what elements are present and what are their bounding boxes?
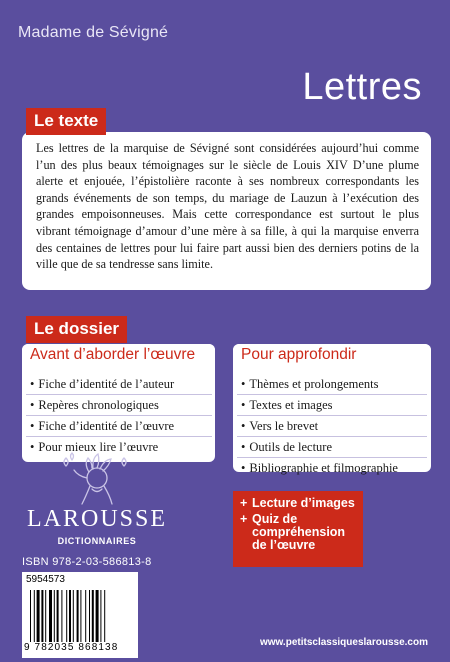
publisher-subtitle: DICTIONNAIRES	[57, 536, 137, 546]
bullet-icon: •	[241, 419, 246, 433]
list-item: • Fiche d’identité de l’auteur	[26, 374, 212, 395]
summary-text: Les lettres de la marquise de Sévigné sont considérées aujourd’hui comme l’un des plus beaux témoignages sur le siècle de Louis XIV D’une plume alerte et enjouée, l’épistolière raconte à ses nombreux correspondants les grands événements de son temps, du mariage de Lauzun à l’exécution des grandes empoisonneuses. Mais cette correspondance est surtout le plus vibrant témoignage d’amour d’une mère à sa fille, à qui la marquise enverra des centaines de lettres pour lui faire part aussi bien des derniers potins de la ville que de sa tendresse sans limite.	[22, 132, 431, 290]
bullet-icon: •	[241, 398, 246, 412]
list-item: • Textes et images	[237, 395, 427, 416]
publisher-logo	[26, 448, 168, 558]
dossier-right-list	[237, 374, 427, 479]
section-label-texte: Le texte	[26, 108, 106, 135]
list-item: • Fiche d’identité de l’œuvre	[26, 416, 212, 437]
list-item: • Outils de lecture	[237, 437, 427, 458]
dossier-left-heading: Avant d’aborder l’œuvre	[22, 344, 215, 366]
bullet-icon: •	[30, 398, 35, 412]
bullet-icon: •	[30, 419, 35, 433]
list-item: • Thèmes et prolongements	[237, 374, 427, 395]
product-code: 5954573	[26, 574, 65, 585]
bullet-icon: •	[241, 440, 246, 454]
book-title: Lettres	[302, 66, 422, 108]
plus-icon: +	[240, 512, 248, 526]
sower-woman-icon	[26, 448, 168, 508]
barcode-digits: 9 782035 868138	[24, 642, 119, 653]
list-item: • Pour mieux lire l’œuvre	[30, 440, 159, 454]
promo-item: + Lecture d’images	[240, 496, 355, 510]
plus-icon: +	[240, 496, 248, 510]
isbn-text: ISBN 978-2-03-586813-8	[22, 556, 152, 568]
author-name: Madame de Sévigné	[18, 24, 169, 41]
list-item: • Repères chronologiques	[26, 395, 212, 416]
dossier-right-heading: Pour approfondir	[233, 344, 431, 366]
website-url: www.petitsclassiqueslarousse.com	[259, 637, 428, 648]
bullet-icon: •	[241, 377, 246, 391]
section-label-dossier: Le dossier	[26, 316, 127, 343]
list-item: • Vers le brevet	[237, 416, 427, 437]
promo-box	[233, 491, 363, 567]
bullet-icon: •	[30, 377, 35, 391]
barcode-panel	[22, 572, 138, 658]
list-item: • Bibliographie et filmographie	[241, 461, 398, 475]
bullet-icon: •	[241, 461, 246, 475]
barcode-icon	[30, 590, 130, 642]
promo-item: + Quiz de compréhension de l’œuvre	[240, 512, 346, 552]
bullet-icon: •	[30, 440, 35, 454]
dossier-left-list	[26, 374, 212, 458]
publisher-name: LAROUSSE	[26, 506, 168, 532]
